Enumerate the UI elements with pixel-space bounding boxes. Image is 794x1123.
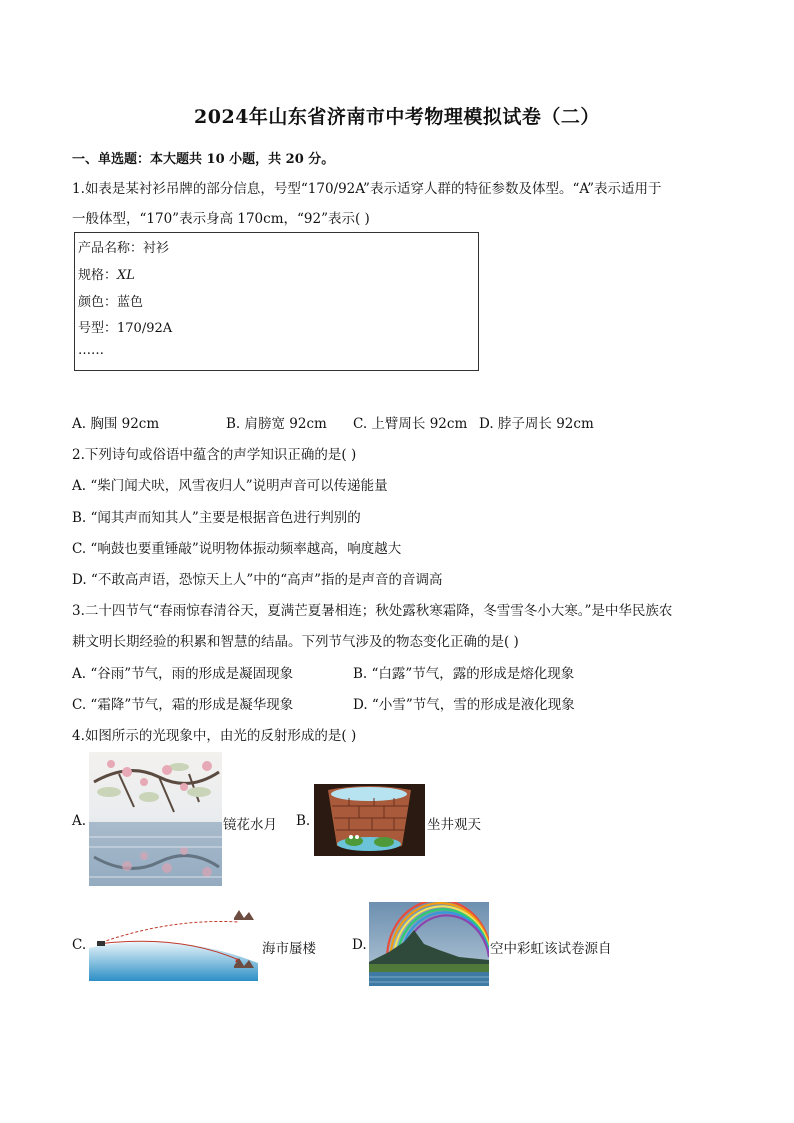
tag-size-label: 规格：: [78, 268, 118, 283]
q4-option-b-caption[interactable]: 坐井观天: [427, 817, 481, 833]
q2-option-d[interactable]: D. “不敢高声语，恐惊天上人”中的“高声”指的是声音的音调高: [72, 572, 443, 588]
q3-option-c[interactable]: C. “霜降”节气，霜的形成是凝华现象: [72, 697, 294, 713]
tag-size-value: XL: [117, 268, 135, 283]
q4-option-d-caption[interactable]: 空中彩虹该试卷源自: [490, 941, 612, 957]
q2-option-b[interactable]: B. “闻其声而知其人”主要是根据音色进行判别的: [72, 510, 361, 526]
rainbow-image[interactable]: [369, 902, 489, 986]
mirage-diagram-image[interactable]: [89, 908, 258, 981]
page-title: 2024年山东省济南市中考物理模拟试卷（二）: [194, 106, 600, 128]
q4-option-c-caption[interactable]: 海市蜃楼: [262, 941, 316, 957]
q1-option-d[interactable]: D. 脖子周长 92cm: [479, 416, 594, 432]
q1-option-b[interactable]: B. 肩膀宽 92cm: [226, 416, 327, 432]
section-heading: 一、单选题：本大题共 10 小题，共 20 分。: [72, 152, 335, 167]
q1-stem-line2: 一般体型，“170”表示身高 170cm，“92”表示( ): [72, 211, 370, 227]
q4-option-d-letter[interactable]: D.: [352, 937, 367, 953]
tag-model-label: 号型：: [78, 321, 118, 336]
q4-option-c-letter[interactable]: C.: [72, 937, 87, 953]
q2-option-c[interactable]: C. “响鼓也要重锤敲”说明物体振动频率越高，响度越大: [72, 541, 402, 557]
q2-option-a[interactable]: A. “柴门闻犬吠，风雪夜归人”说明声音可以传递能量: [72, 478, 388, 494]
q1-option-a[interactable]: A. 胸围 92cm: [72, 416, 160, 432]
q3-stem-line1: 3.二十四节气“春雨惊春清谷天，夏满芒夏暑相连；秋处露秋寒霜降，冬雪雪冬小大寒。”是中华民族农: [72, 603, 673, 619]
q4-option-a-caption[interactable]: 镜花水月: [223, 817, 277, 833]
tag-row-model: [78, 317, 172, 336]
flower-reflection-image[interactable]: [89, 752, 222, 886]
q1-stem-line1: 1.如表是某衬衫吊牌的部分信息，号型“170/92A”表示适穿人群的特征参数及体型。“A”表示适用于: [72, 181, 662, 197]
tag-row-name: 产品名称：衬衫: [78, 241, 170, 256]
tag-model-value: 170/92A: [117, 321, 173, 336]
frog-in-well-image[interactable]: [314, 784, 425, 856]
tag-row-ellipsis: ……: [78, 343, 104, 358]
q3-option-a[interactable]: A. “谷雨”节气，雨的形成是凝固现象: [72, 666, 294, 682]
q4-stem: 4.如图所示的光现象中，由光的反射形成的是( ): [72, 728, 357, 744]
q3-option-d[interactable]: D. “小雪”节气，雪的形成是液化现象: [353, 697, 575, 713]
tag-row-size: [78, 264, 135, 283]
q4-option-a-letter[interactable]: A.: [72, 813, 87, 829]
q2-stem: 2.下列诗句或俗语中蕴含的声学知识正确的是( ): [72, 447, 357, 463]
shirt-tag-table: [74, 232, 479, 371]
q3-stem-line2: 耕文明长期经验的积累和智慧的结晶。下列节气涉及的物态变化正确的是( ): [72, 634, 519, 650]
q4-option-b-letter[interactable]: B.: [296, 813, 311, 829]
q3-option-b[interactable]: B. “白露”节气，露的形成是熔化现象: [353, 666, 575, 682]
q1-option-c[interactable]: C. 上臂周长 92cm: [353, 416, 468, 432]
tag-row-color: 颜色：蓝色: [78, 295, 144, 310]
